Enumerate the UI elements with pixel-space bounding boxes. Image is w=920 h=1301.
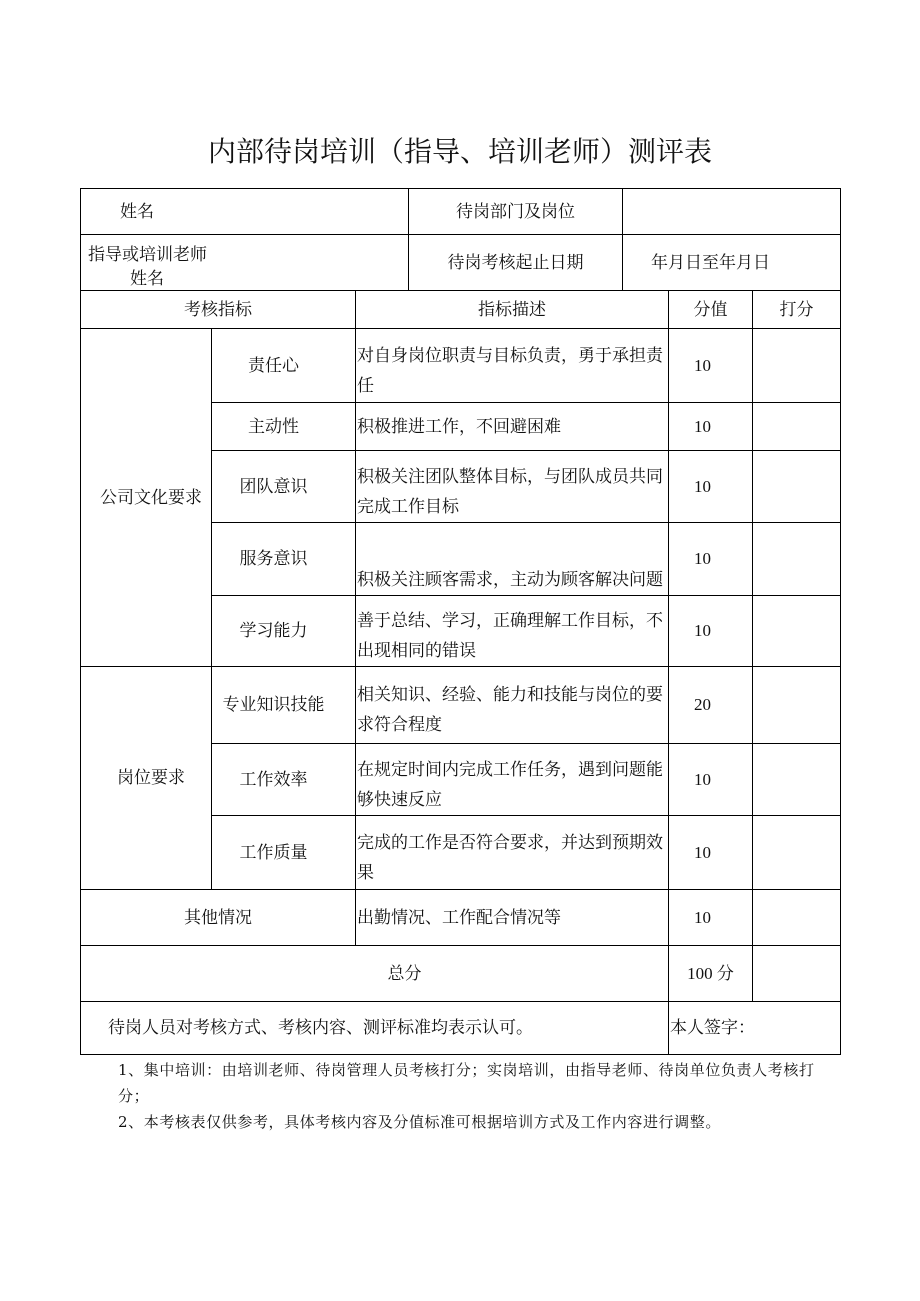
item-description: 对自身岗位职责与目标负责，勇于承担责任 bbox=[357, 345, 663, 396]
table-row-score bbox=[668, 450, 753, 523]
table-row-name bbox=[211, 743, 356, 816]
table-row-score bbox=[668, 666, 753, 744]
rating-input-cell[interactable] bbox=[752, 743, 841, 816]
item-score: 10 bbox=[694, 355, 711, 375]
period-label-cell bbox=[408, 234, 623, 291]
item-score: 10 bbox=[694, 769, 711, 789]
notes bbox=[118, 1057, 815, 1135]
item-description: 积极关注顾客需求，主动为顾客解决问题 bbox=[357, 570, 663, 590]
page-title: 内部待岗培训（指导、培训老师）测评表 bbox=[207, 135, 712, 168]
rating-input-cell[interactable] bbox=[752, 815, 841, 890]
item-description: 积极关注团队整体目标，与团队成员共同完成工作目标 bbox=[357, 466, 663, 517]
item-description: 在规定时间内完成工作任务，遇到问题能够快速反应 bbox=[357, 759, 663, 810]
table-row-description bbox=[355, 666, 669, 744]
table-row-description bbox=[355, 522, 669, 596]
category-label: 公司文化要求 bbox=[100, 487, 202, 508]
table-row-score bbox=[668, 328, 753, 403]
teacher-label-line2: 姓名 bbox=[130, 269, 164, 289]
rating-input-cell[interactable] bbox=[752, 522, 841, 596]
table-row-description bbox=[355, 815, 669, 890]
other-label-cell bbox=[80, 889, 356, 946]
total-score: 100 分 bbox=[687, 963, 734, 983]
header-rating-label: 打分 bbox=[779, 299, 814, 320]
item-score: 10 bbox=[694, 842, 711, 862]
name-label: 姓名 bbox=[120, 201, 154, 222]
rating-input-cell[interactable] bbox=[752, 450, 841, 523]
item-score: 10 bbox=[694, 621, 711, 640]
rating-input-cell[interactable] bbox=[752, 328, 841, 403]
item-description: 完成的工作是否符合要求，并达到预期效果 bbox=[357, 832, 663, 883]
department-value-cell[interactable] bbox=[622, 188, 841, 235]
table-row-description bbox=[355, 595, 669, 667]
total-label-cell bbox=[80, 945, 669, 1002]
table-row-name bbox=[211, 450, 356, 523]
table-row-description bbox=[355, 328, 669, 403]
rating-input-cell[interactable] bbox=[752, 402, 841, 451]
department-label: 待岗部门及岗位 bbox=[456, 201, 575, 222]
item-description: 善于总结、学习，正确理解工作目标，不出现相同的错误 bbox=[357, 611, 663, 661]
table-row-description bbox=[355, 402, 669, 451]
header-score-label: 分值 bbox=[693, 299, 728, 320]
category-cell bbox=[80, 666, 212, 890]
item-name: 专业知识技能 bbox=[222, 695, 325, 715]
item-name: 主动性 bbox=[248, 416, 299, 437]
header-description-label: 指标描述 bbox=[478, 299, 546, 320]
acknowledgement-cell bbox=[80, 1001, 669, 1055]
signature-cell[interactable] bbox=[668, 1001, 841, 1055]
table-row-score bbox=[668, 743, 753, 816]
period-value-cell[interactable] bbox=[622, 234, 841, 291]
item-score: 20 bbox=[694, 695, 711, 714]
item-name: 工作质量 bbox=[239, 842, 308, 863]
rating-input-cell[interactable] bbox=[752, 595, 841, 667]
name-cell[interactable] bbox=[80, 188, 409, 235]
header-indicator bbox=[80, 290, 356, 329]
item-name: 团队意识 bbox=[239, 476, 308, 497]
item-score: 10 bbox=[694, 416, 711, 436]
other-score-cell bbox=[668, 889, 753, 946]
table-row-score bbox=[668, 595, 753, 667]
teacher-name-cell[interactable] bbox=[80, 234, 409, 291]
department-label-cell bbox=[408, 188, 623, 235]
note-item: 2、本考核表仅供参考，具体考核内容及分值标准可根据培训方式及工作内容进行调整。 bbox=[118, 1113, 721, 1131]
table-row-score bbox=[668, 402, 753, 451]
rating-input-cell[interactable] bbox=[752, 666, 841, 744]
total-label: 总分 bbox=[387, 963, 422, 984]
other-label: 其他情况 bbox=[184, 907, 252, 928]
item-description: 积极推进工作，不回避困难 bbox=[357, 416, 561, 437]
other-description: 出勤情况、工作配合情况等 bbox=[357, 907, 561, 928]
table-row-name bbox=[211, 815, 356, 890]
period-label: 待岗考核起止日期 bbox=[447, 252, 584, 273]
total-score-cell bbox=[668, 945, 753, 1002]
header-score bbox=[668, 290, 753, 329]
item-score: 10 bbox=[694, 476, 711, 496]
other-description-cell bbox=[355, 889, 669, 946]
item-name: 服务意识 bbox=[239, 549, 308, 569]
table-row-name bbox=[211, 522, 356, 596]
header-description bbox=[355, 290, 669, 329]
table-row-name bbox=[211, 666, 356, 744]
header-rating bbox=[752, 290, 841, 329]
other-score: 10 bbox=[694, 907, 711, 927]
note-item: 1、集中培训：由培训老师、待岗管理人员考核打分；实岗培训，由指导老师、待岗单位负责人考核打分； bbox=[118, 1061, 815, 1105]
table-row-description bbox=[355, 743, 669, 816]
table-row-score bbox=[668, 522, 753, 596]
signature-label: 本人签字： bbox=[670, 1018, 755, 1038]
table-row-name bbox=[211, 402, 356, 451]
item-description: 相关知识、经验、能力和技能与岗位的要求符合程度 bbox=[357, 685, 663, 735]
table-row-name bbox=[211, 328, 356, 403]
item-name: 责任心 bbox=[248, 355, 299, 376]
acknowledgement-text: 待岗人员对考核方式、考核内容、测评标准均表示认可。 bbox=[108, 1018, 533, 1038]
rating-input-cell[interactable] bbox=[752, 889, 841, 946]
table-row-description bbox=[355, 450, 669, 523]
header-indicator-label: 考核指标 bbox=[184, 299, 252, 320]
category-cell bbox=[80, 328, 212, 667]
item-name: 学习能力 bbox=[239, 621, 308, 641]
item-name: 工作效率 bbox=[239, 769, 308, 790]
table-row-name bbox=[211, 595, 356, 667]
table-row-score bbox=[668, 815, 753, 890]
teacher-label-line1: 指导或培训老师 bbox=[88, 245, 207, 265]
item-score: 10 bbox=[694, 549, 711, 568]
period-value: 年月日至年月日 bbox=[651, 252, 770, 273]
category-label: 岗位要求 bbox=[117, 768, 185, 788]
total-rating-input-cell[interactable] bbox=[752, 945, 841, 1002]
